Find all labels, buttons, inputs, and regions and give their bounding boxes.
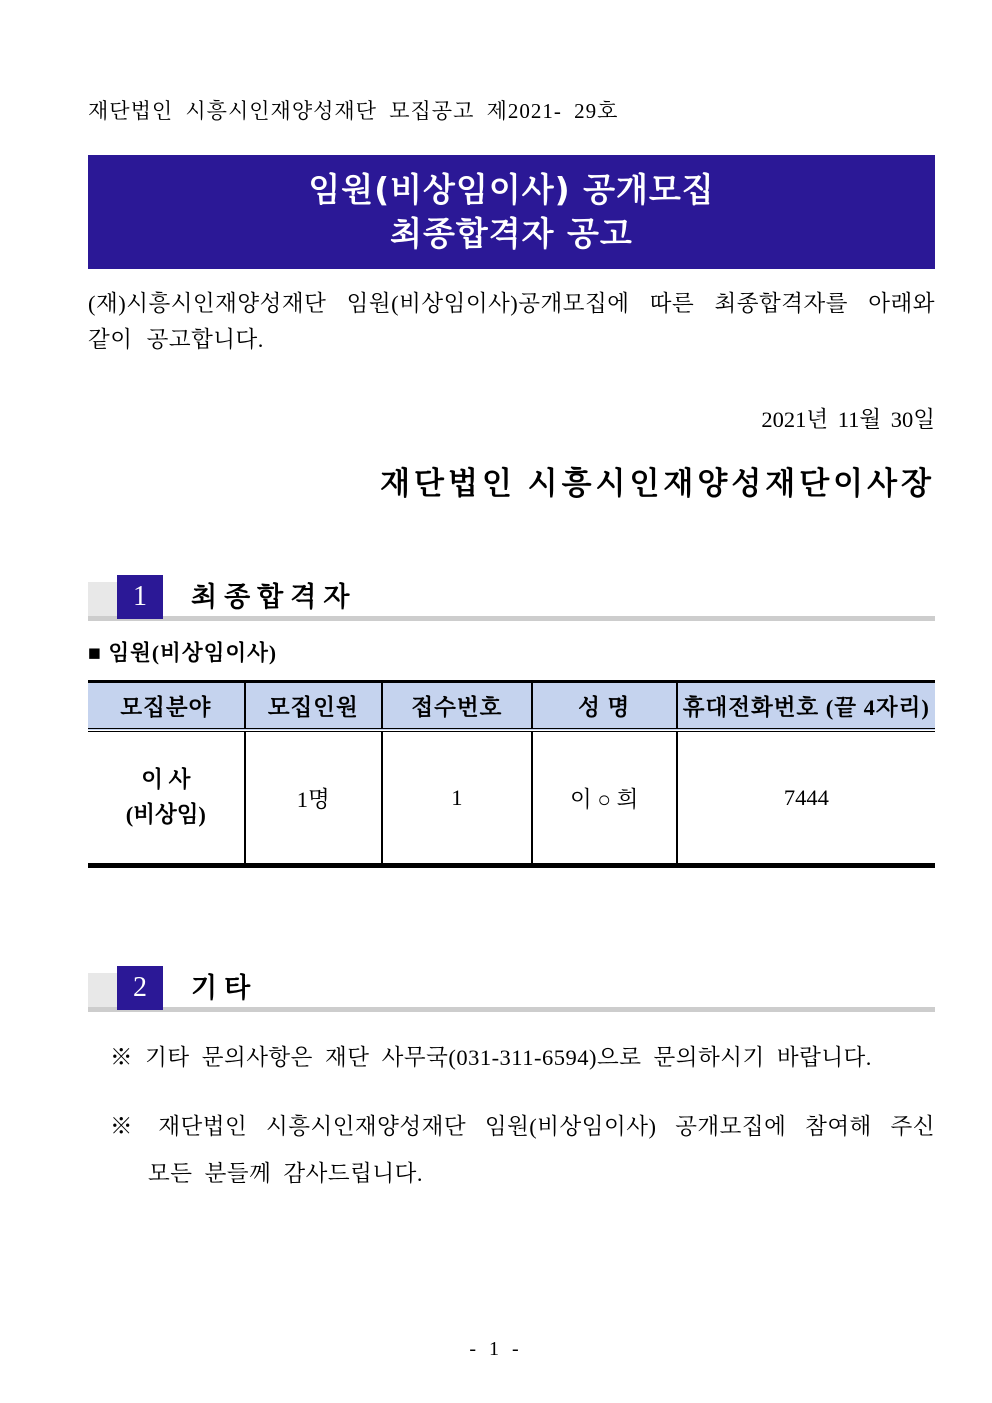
note-thanks: ※ 재단법인 시흥시인재양성재단 임원(비상임이사) 공개모집에 참여해 주신 모든 분들께 감사드립니다.	[110, 1113, 935, 1186]
issuer-signature: 재단법인 시흥시인재양성재단이사장	[380, 466, 935, 502]
section-header-final-passers	[88, 569, 935, 621]
title-banner	[88, 155, 935, 269]
note-contact: ※ 기타 문의사항은 재단 사무국(031-311-6594)으로 문의하시기 바랍니다.	[110, 1044, 872, 1070]
col-header-headcount: 모집인원	[245, 682, 382, 731]
notes-list	[88, 1035, 935, 1198]
col-header-phone: 휴대전화번호 (끝 4자리)	[677, 682, 935, 731]
doc-number: 재단법인 시흥시인재양성재단 모집공고 제2021- 29호	[88, 99, 619, 123]
title-banner-line1: 임원(비상임이사) 공개모집	[308, 170, 715, 209]
table-row	[88, 730, 935, 866]
announcement-date: 2021년 11월 30일	[761, 407, 935, 433]
section-number-box: 1	[117, 575, 163, 619]
table-header-row	[88, 682, 935, 731]
table-caption: ■ 임원(비상임이사)	[88, 641, 278, 666]
cell-phone: 7444	[677, 730, 935, 866]
section-title: 기타	[191, 973, 258, 1004]
col-header-field: 모집분야	[88, 682, 245, 731]
section-number-box: 2	[117, 966, 163, 1010]
cell-field-line1: 이 사	[141, 766, 191, 792]
page-number: - 1 -	[469, 1338, 523, 1360]
section-gray-bar	[88, 973, 117, 1007]
cell-field	[88, 730, 245, 866]
cell-receipt-number: 1	[382, 730, 532, 866]
cell-field-line2: (비상임)	[125, 801, 206, 827]
section-title: 최종합격자	[191, 582, 357, 613]
section-header-etc	[88, 960, 935, 1012]
cell-name: 이 ○ 희	[532, 730, 677, 866]
final-passers-table	[88, 680, 935, 868]
cell-headcount: 1명	[245, 730, 382, 866]
section-gray-bar	[88, 582, 117, 616]
intro-paragraph: (재)시흥시인재양성재단 임원(비상임이사)공개모집에 따른 최종합격자를 아래와 같이 공고합니다.	[88, 291, 935, 353]
title-banner-line2: 최종합격자 공고	[390, 213, 633, 253]
col-header-receipt-number: 접수번호	[382, 682, 532, 731]
col-header-name: 성 명	[532, 682, 677, 731]
